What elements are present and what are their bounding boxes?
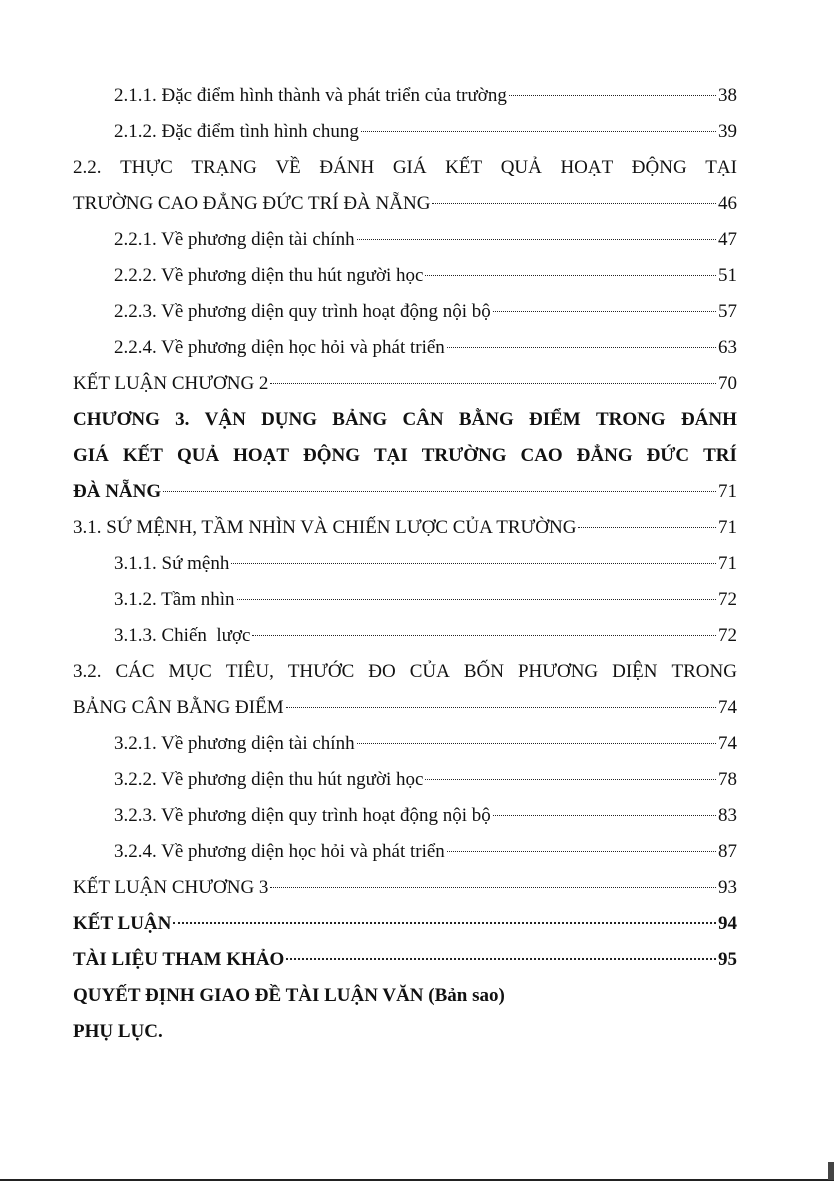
heading-word: BẰNG xyxy=(458,409,514,430)
toc-entry[interactable] xyxy=(73,690,737,726)
dot-leader xyxy=(252,635,716,636)
toc-entry-title: 2.1.2. Đặc điểm tình hình chung xyxy=(114,121,359,142)
toc-entry[interactable] xyxy=(73,114,737,150)
toc-entry-title: PHỤ LỤC. xyxy=(73,1021,163,1042)
toc-page-number: 71 xyxy=(718,481,737,502)
toc-entry[interactable] xyxy=(73,294,737,330)
toc-entry[interactable] xyxy=(73,258,737,294)
heading-word: GIÁ xyxy=(392,157,427,178)
table-of-contents xyxy=(73,78,737,1050)
dot-leader xyxy=(493,311,716,312)
toc-entry[interactable] xyxy=(73,330,737,366)
toc-entry-title: 2.2.2. Về phương diện thu hút người học xyxy=(114,265,424,286)
toc-page-number: 95 xyxy=(718,949,737,970)
heading-word: 3. xyxy=(175,409,190,430)
toc-entry-heading-line[interactable] xyxy=(73,654,737,690)
toc-entry-title: 2.1.1. Đặc điểm hình thành và phát triển của trường xyxy=(114,85,507,106)
dot-leader xyxy=(432,203,716,204)
heading-word: DIỆN xyxy=(612,661,658,682)
toc-entry-title: 3.1.1. Sứ mệnh xyxy=(114,553,230,574)
toc-page-number: 74 xyxy=(718,733,737,754)
toc-page-number: 78 xyxy=(718,769,737,790)
toc-entry[interactable] xyxy=(73,762,737,798)
toc-entry[interactable] xyxy=(73,474,737,510)
heading-word: DỤNG xyxy=(261,409,318,430)
toc-page-number: 93 xyxy=(718,877,737,898)
toc-entry-heading-line[interactable] xyxy=(73,150,737,186)
heading-word: CỦA xyxy=(409,661,450,682)
toc-page-number: 46 xyxy=(718,193,737,214)
dot-leader xyxy=(509,95,716,96)
toc-page-number: 63 xyxy=(718,337,737,358)
toc-entry-title: 2.2.4. Về phương diện học hỏi và phát triển xyxy=(114,337,445,358)
dot-leader xyxy=(357,743,716,744)
dot-leader xyxy=(286,707,716,708)
toc-entry-title: TÀI LIỆU THAM KHẢO xyxy=(73,949,285,970)
heading-word: GIÁ xyxy=(73,445,109,466)
heading-word: ĐỨC xyxy=(646,445,690,466)
toc-entry-title: 3.2.4. Về phương diện học hỏi và phát triển xyxy=(114,841,445,862)
heading-word: TẠI xyxy=(705,157,737,178)
toc-entry[interactable] xyxy=(73,942,737,978)
toc-entry[interactable] xyxy=(73,906,737,942)
toc-entry-title: 3.2.1. Về phương diện tài chính xyxy=(114,733,355,754)
heading-word: TRONG xyxy=(596,409,666,430)
page-bottom-border xyxy=(0,1179,834,1181)
dot-leader xyxy=(425,275,716,276)
toc-page-number: 47 xyxy=(718,229,737,250)
dot-leader xyxy=(447,347,716,348)
toc-page-number: 71 xyxy=(718,553,737,574)
toc-entry-title: 2.2.1. Về phương diện tài chính xyxy=(114,229,355,250)
heading-word: KẾT xyxy=(445,157,483,178)
toc-page-number: 87 xyxy=(718,841,737,862)
toc-entry[interactable] xyxy=(73,1014,737,1050)
heading-word: BẢNG xyxy=(332,409,388,430)
toc-entry-title: 2.2.3. Về phương diện quy trình hoạt động nội bộ xyxy=(114,301,491,322)
toc-entry[interactable] xyxy=(73,618,737,654)
toc-entry[interactable] xyxy=(73,798,737,834)
heading-word: ĐẲNG xyxy=(576,445,633,466)
heading-word: VỀ xyxy=(275,157,301,178)
dot-leader xyxy=(447,851,716,852)
toc-entry-title: KẾT LUẬN CHƯƠNG 3 xyxy=(73,877,269,898)
toc-entry[interactable] xyxy=(73,222,737,258)
heading-word: HOẠT xyxy=(233,445,290,466)
dot-leader xyxy=(270,887,716,888)
toc-entry-title: ĐÀ NẴNG xyxy=(73,481,162,502)
toc-entry-title: BẢNG CÂN BẰNG ĐIỂM xyxy=(73,697,284,718)
toc-entry[interactable] xyxy=(73,978,737,1014)
heading-word: CÂN xyxy=(402,409,444,430)
toc-entry-title: 3.1.3. Chiến lược xyxy=(114,625,251,646)
heading-word: TRẠNG xyxy=(191,157,257,178)
heading-word: CAO xyxy=(520,445,563,466)
toc-page-number: 94 xyxy=(718,913,737,934)
heading-word: ĐỘNG xyxy=(303,445,361,466)
dot-leader xyxy=(493,815,716,816)
dot-leader xyxy=(270,383,716,384)
heading-word: PHƯƠNG xyxy=(517,661,599,682)
dot-leader xyxy=(286,958,716,960)
heading-word: ĐÁNH xyxy=(319,157,375,178)
heading-word: HOẠT xyxy=(560,157,614,178)
toc-entry-title: 3.1. SỨ MỆNH, TẦM NHÌN VÀ CHIẾN LƯỢC CỦA TRƯỜNG xyxy=(73,517,577,538)
heading-word: TRONG xyxy=(671,661,737,682)
toc-page-number: 72 xyxy=(718,625,737,646)
toc-entry[interactable] xyxy=(73,870,737,906)
toc-page-number: 71 xyxy=(718,517,737,538)
toc-entry-title: TRƯỜNG CAO ĐẲNG ĐỨC TRÍ ĐÀ NẴNG xyxy=(73,193,431,214)
toc-entry[interactable] xyxy=(73,834,737,870)
toc-page-number: 39 xyxy=(718,121,737,142)
heading-word: ĐỘNG xyxy=(631,157,687,178)
toc-page-number: 51 xyxy=(718,265,737,286)
toc-page-number: 70 xyxy=(718,373,737,394)
heading-word: TIÊU, xyxy=(225,661,274,682)
toc-entry[interactable] xyxy=(73,726,737,762)
heading-word: CHƯƠNG xyxy=(73,409,160,430)
dot-leader xyxy=(231,563,716,564)
toc-entry-title: 3.2.2. Về phương diện thu hút người học xyxy=(114,769,424,790)
toc-entry[interactable] xyxy=(73,366,737,402)
toc-entry-title: 3.1.2. Tầm nhìn xyxy=(114,589,235,610)
toc-entry-title: QUYẾT ĐỊNH GIAO ĐỀ TÀI LUẬN VĂN (Bản sao) xyxy=(73,985,505,1006)
heading-word: QUẢ xyxy=(176,445,220,466)
heading-word: VẬN xyxy=(204,409,246,430)
heading-word: 2.2. xyxy=(73,157,102,178)
dot-leader xyxy=(237,599,716,600)
heading-word: BỐN xyxy=(463,661,504,682)
toc-page-number: 72 xyxy=(718,589,737,610)
heading-word: ĐÁNH xyxy=(680,409,737,430)
heading-word: QUẢ xyxy=(500,157,542,178)
heading-word: 3.2. xyxy=(73,661,102,682)
heading-word: THỰC xyxy=(120,157,173,178)
dot-leader xyxy=(425,779,716,780)
toc-entry[interactable] xyxy=(73,78,737,114)
toc-entry[interactable] xyxy=(73,582,737,618)
toc-page-number: 57 xyxy=(718,301,737,322)
heading-word: ĐIỂM xyxy=(529,409,581,430)
toc-entry[interactable] xyxy=(73,510,737,546)
dot-leader xyxy=(163,491,716,492)
toc-entry-title: KẾT LUẬN CHƯƠNG 2 xyxy=(73,373,269,394)
heading-word: THƯỚC xyxy=(287,661,355,682)
heading-word: CÁC xyxy=(115,661,155,682)
toc-entry[interactable] xyxy=(73,546,737,582)
heading-word: KẾT xyxy=(122,445,163,466)
dot-leader xyxy=(361,131,716,132)
heading-word: MỤC xyxy=(168,661,212,682)
dot-leader xyxy=(173,922,716,924)
heading-word: TRƯỜNG xyxy=(421,445,507,466)
toc-entry[interactable] xyxy=(73,186,737,222)
toc-chapter-heading-line[interactable] xyxy=(73,402,737,438)
toc-entry-title: 3.2.3. Về phương diện quy trình hoạt động nội bộ xyxy=(114,805,491,826)
toc-page-number: 38 xyxy=(718,85,737,106)
page-edge-mark xyxy=(828,1162,834,1180)
heading-word: ĐO xyxy=(368,661,396,682)
toc-page-number: 83 xyxy=(718,805,737,826)
toc-page-number: 74 xyxy=(718,697,737,718)
toc-entry-title: KẾT LUẬN xyxy=(73,913,172,934)
dot-leader xyxy=(578,527,716,528)
heading-word: TRÍ xyxy=(703,445,737,466)
toc-chapter-heading-line[interactable] xyxy=(73,438,737,474)
heading-word: TẠI xyxy=(373,445,408,466)
dot-leader xyxy=(357,239,716,240)
